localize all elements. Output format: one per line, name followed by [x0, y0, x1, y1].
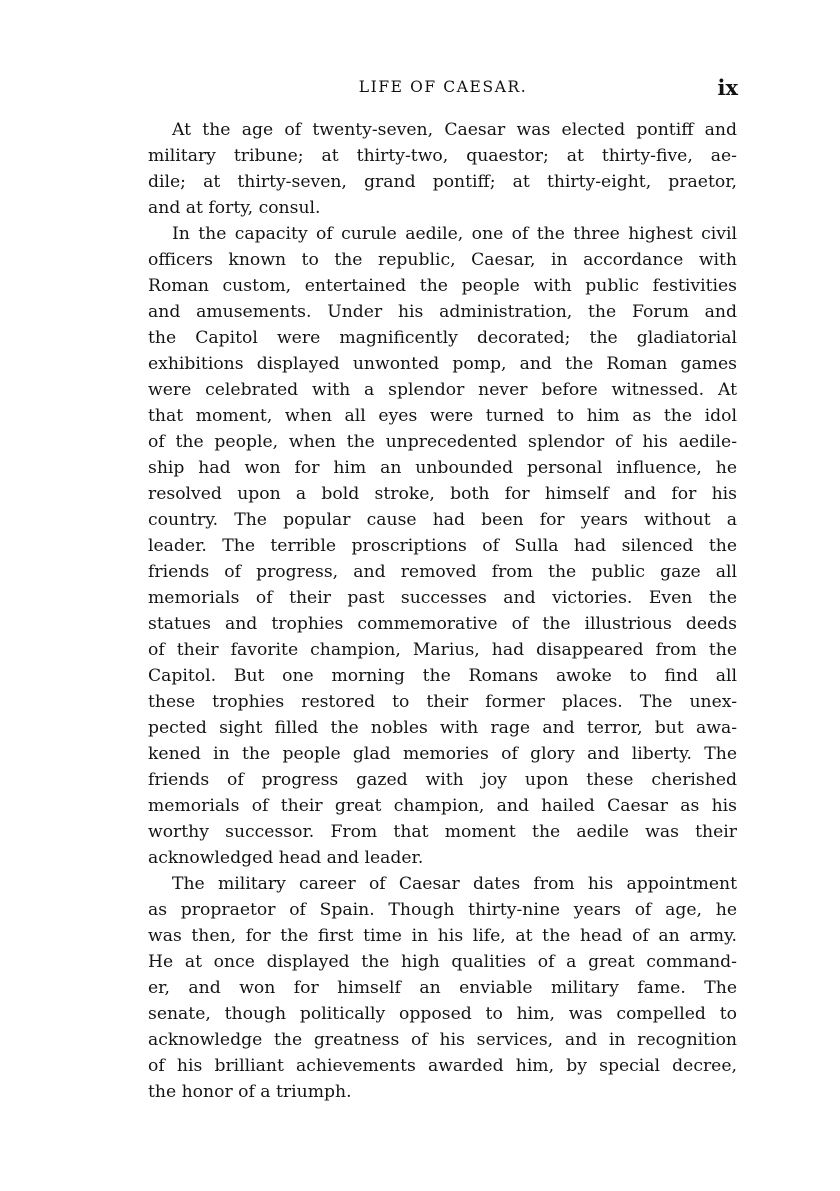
text-line: In the capacity of curule aedile, one of the three highest civil	[172, 224, 737, 244]
running-head	[148, 75, 738, 102]
text-line: and at forty, consul.	[148, 198, 321, 218]
body-text	[148, 117, 737, 1105]
text-line: acknowledged head and leader.	[148, 848, 424, 868]
text-line: dile; at thirty-seven, grand pontiff; at thirty-eight, praetor,	[148, 172, 737, 192]
text-line: of the people, when the unprecedented splendor of his aedile-	[148, 432, 737, 452]
text-line: friends of progress gazed with joy upon these cherished	[148, 770, 737, 790]
text-line: friends of progress, and removed from the public gaze all	[148, 562, 737, 582]
running-title: LIFE OF CAESAR.	[358, 78, 528, 96]
text-line: these trophies restored to their former places. The unex-	[148, 692, 737, 712]
text-line: officers known to the republic, Caesar, in accordance with	[148, 250, 737, 270]
text-line: ship had won for him an unbounded personal influence, he	[148, 458, 737, 478]
text-line: pected sight filled the nobles with rage and terror, but awa-	[148, 718, 737, 738]
text-line: statues and trophies commemorative of the illustrious deeds	[148, 614, 737, 634]
text-line: resolved upon a bold stroke, both for himself and for his	[148, 484, 737, 504]
text-line: The military career of Caesar dates from his appointment	[172, 874, 737, 894]
text-line: country. The popular cause had been for years without a	[148, 510, 737, 530]
text-line: were celebrated with a splendor never before witnessed. At	[148, 380, 737, 400]
text-line: worthy successor. From that moment the aedile was their	[148, 822, 737, 842]
text-line: At the age of twenty-seven, Caesar was elected pontiff and	[172, 120, 737, 140]
page-number: ix	[717, 75, 738, 100]
text-line: er, and won for himself an enviable military fame. The	[148, 978, 737, 998]
text-line: exhibitions displayed unwonted pomp, and the Roman games	[148, 354, 737, 374]
text-line: kened in the people glad memories of glory and liberty. The	[148, 744, 737, 764]
text-line: senate, though politically opposed to him, was compelled to	[148, 1004, 737, 1024]
text-line: memorials of their past successes and victories. Even the	[148, 588, 737, 608]
text-line: military tribune; at thirty-two, quaestor; at thirty-five, ae-	[148, 146, 737, 166]
text-line: He at once displayed the high qualities of a great command-	[148, 952, 737, 972]
text-line: the honor of a triumph.	[148, 1082, 352, 1102]
text-line: Roman custom, entertained the people with public festivities	[148, 276, 737, 296]
text-line: leader. The terrible proscriptions of Sulla had silenced the	[148, 536, 737, 556]
text-line: Capitol. But one morning the Romans awoke to find all	[148, 666, 737, 686]
text-line: that moment, when all eyes were turned to him as the idol	[148, 406, 737, 426]
text-line: memorials of their great champion, and hailed Caesar as his	[148, 796, 737, 816]
text-line: as propraetor of Spain. Though thirty-nine years of age, he	[148, 900, 737, 920]
text-line: and amusements. Under his administration, the Forum and	[148, 302, 737, 322]
text-line: of his brilliant achievements awarded him, by special decree,	[148, 1056, 737, 1076]
text-line: was then, for the first time in his life, at the head of an army.	[148, 926, 737, 946]
text-line: of their favorite champion, Marius, had disappeared from the	[148, 640, 737, 660]
text-line: acknowledge the greatness of his services, and in recognition	[148, 1030, 737, 1050]
text-line: the Capitol were magnificently decorated; the gladiatorial	[148, 328, 737, 348]
